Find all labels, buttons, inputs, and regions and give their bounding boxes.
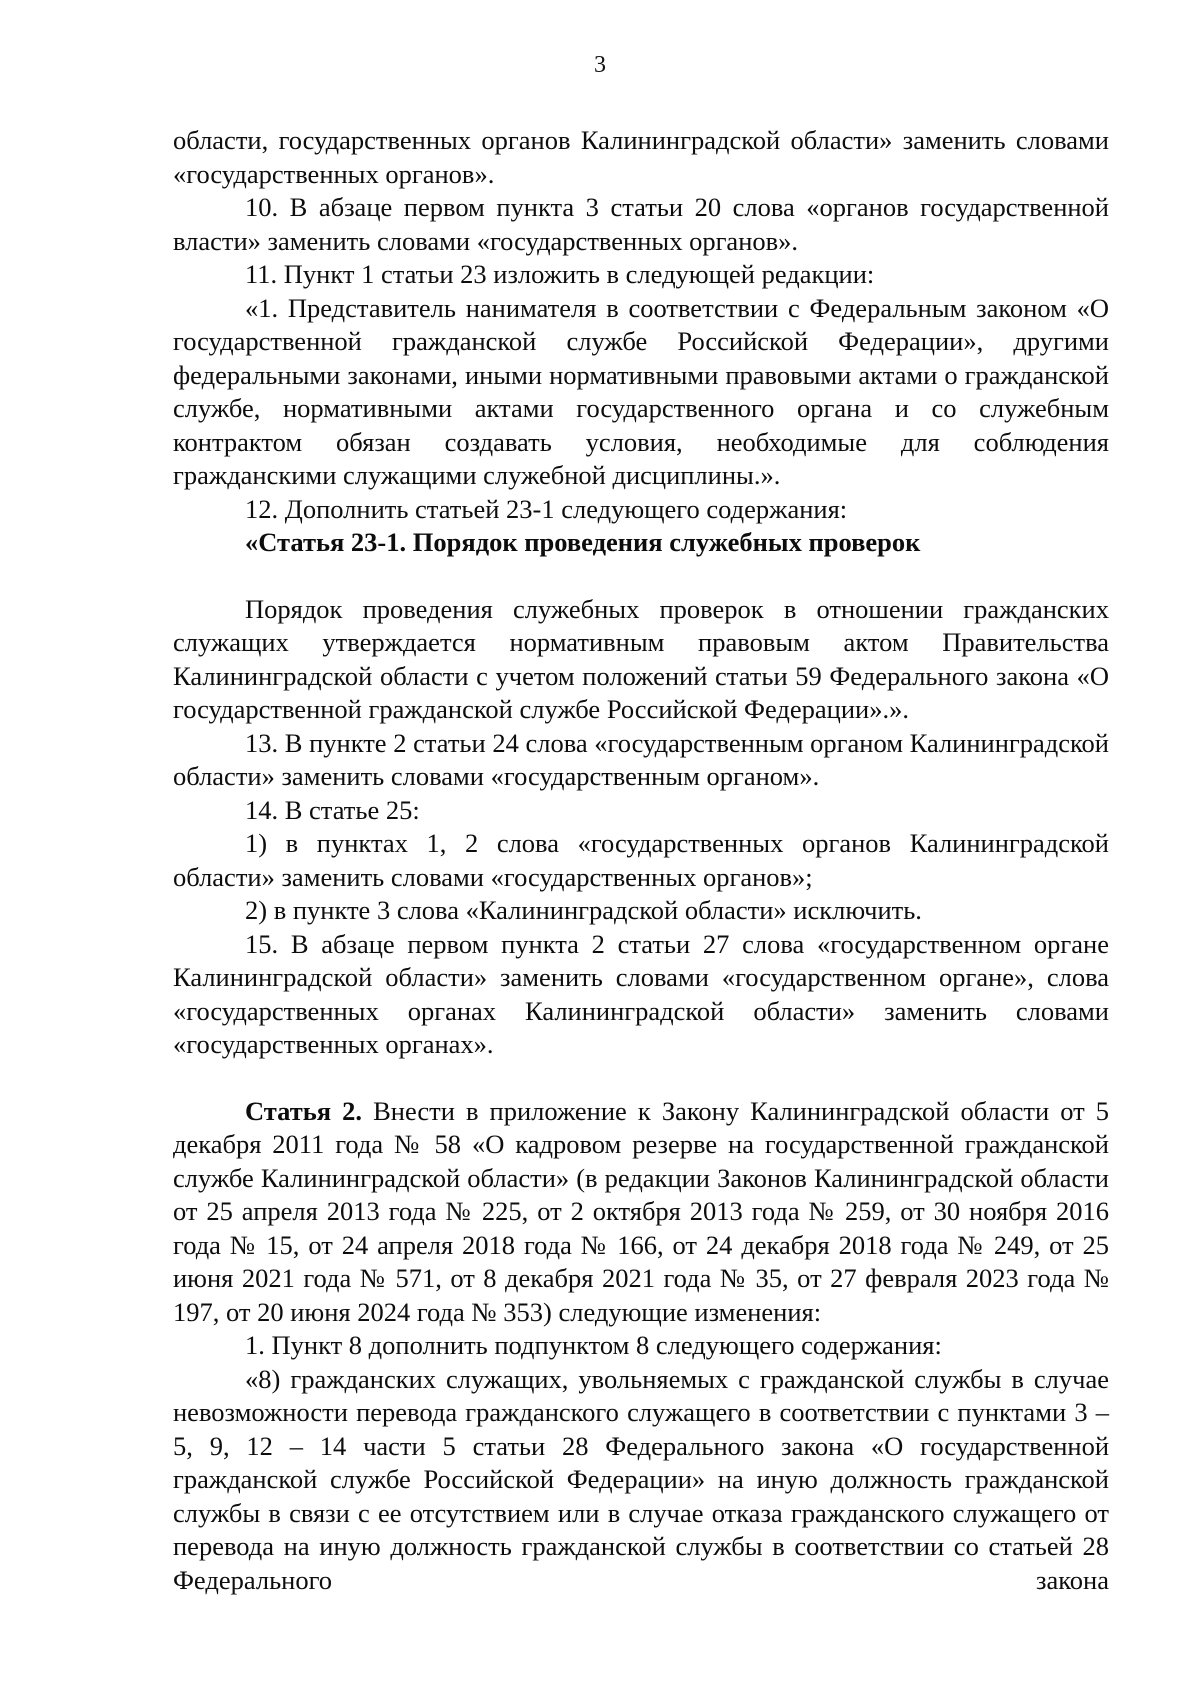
paragraph-subitem-8: «8) гражданских служащих, увольняемых с гражданской службы в случае невозможности перевода гражданского служащего в соответствии с пунктами 3 – 5, 9, 12 – 14 части 5 статьи 28 Федерального закона «О государственной гражданской службе Российской Федерации» на иную должность гражданской службы в связи с ее отсутствием или в случае отказа гражданского служащего от перевода на иную должность гражданской службы в соответствии со статьей 28 Федерального закона [173,1363,1109,1595]
document-body [173,124,1109,1597]
paragraph-article-2 [173,1095,1109,1330]
paragraph-item-13: 13. В пункте 2 статьи 24 слова «государственным органом Калининградской области» заменить словами «государственным органом». [173,727,1109,791]
article-2-text: Внести в приложение к Закону Калининградской области от 5 декабря 2011 года № 58 «О кадровом резерве на государственной гражданской службе Калининградской области» (в редакции Законов Калининградской области от 25 апреля 2013 года № 225, от 2 октября 2013 года № 259, от 30 ноября 2016 года № 15, от 24 апреля 2018 года № 166, от 24 декабря 2018 года № 249, от 25 июня 2021 года № 571, от 8 декабря 2021 года № 35, от 27 февраля 2023 года № 197, от 20 июня 2024 года № 353) следующие изменения: [173,1095,1110,1327]
paragraph-continuation: области, государственных органов Калининградской области» заменить словами «государственных органов». [173,125,1109,189]
paragraph-article-23-1-text: Порядок проведения служебных проверок в отношении гражданских служащих утверждается нормативным правовым актом Правительства Калининградской области с учетом положений статьи 59 Федерального закона «О государственной гражданской службе Российской Федерации».». [173,593,1109,724]
article-2-label: Статья 2. [245,1095,363,1126]
paragraph-item-15: 15. В абзаце первом пункта 2 статьи 27 слова «государственном органе Калининградской области» заменить словами «государственном органе», слова «государственных органах Калининградской области» заменить словами «государственных органах». [173,928,1109,1059]
paragraph-article-2-item-1: 1. Пункт 8 дополнить подпунктом 8 следующего содержания: [245,1330,942,1360]
paragraph-item-14: 14. В статье 25: [245,794,420,825]
paragraph-item-12: 12. Дополнить статьей 23-1 следующего содержания: [245,493,848,524]
spacer [173,1062,1109,1095]
paragraph-subitem-2: 2) в пункте 3 слова «Калининградской области» исключить. [245,895,922,925]
article-23-1-heading: «Статья 23-1. Порядок проведения служебных проверок [245,527,921,557]
paragraph-subitem-1: 1) в пунктах 1, 2 слова «государственных органов Калининградской области» заменить словами «государственных органов»; [173,828,1109,892]
paragraph-item-11: 11. Пункт 1 статьи 23 изложить в следующей редакции: [245,259,875,289]
page-number: 3 [594,52,606,78]
paragraph-item-10: 10. В абзаце первом пункта 3 статьи 20 слова «органов государственной власти» заменить словами «государственных органов». [173,192,1109,256]
paragraph-quote-point-1: «1. Представитель нанимателя в соответствии с Федеральным законом «О государственной гражданской службе Российской Федерации», другими федеральными законами, иными нормативными правовыми актами о гражданской службе, нормативными актами государственного органа и со служебным контрактом обязан создавать условия, необходимые для соблюдения гражданскими служащими служебной дисциплины.». [173,292,1109,490]
spacer [173,560,1109,593]
